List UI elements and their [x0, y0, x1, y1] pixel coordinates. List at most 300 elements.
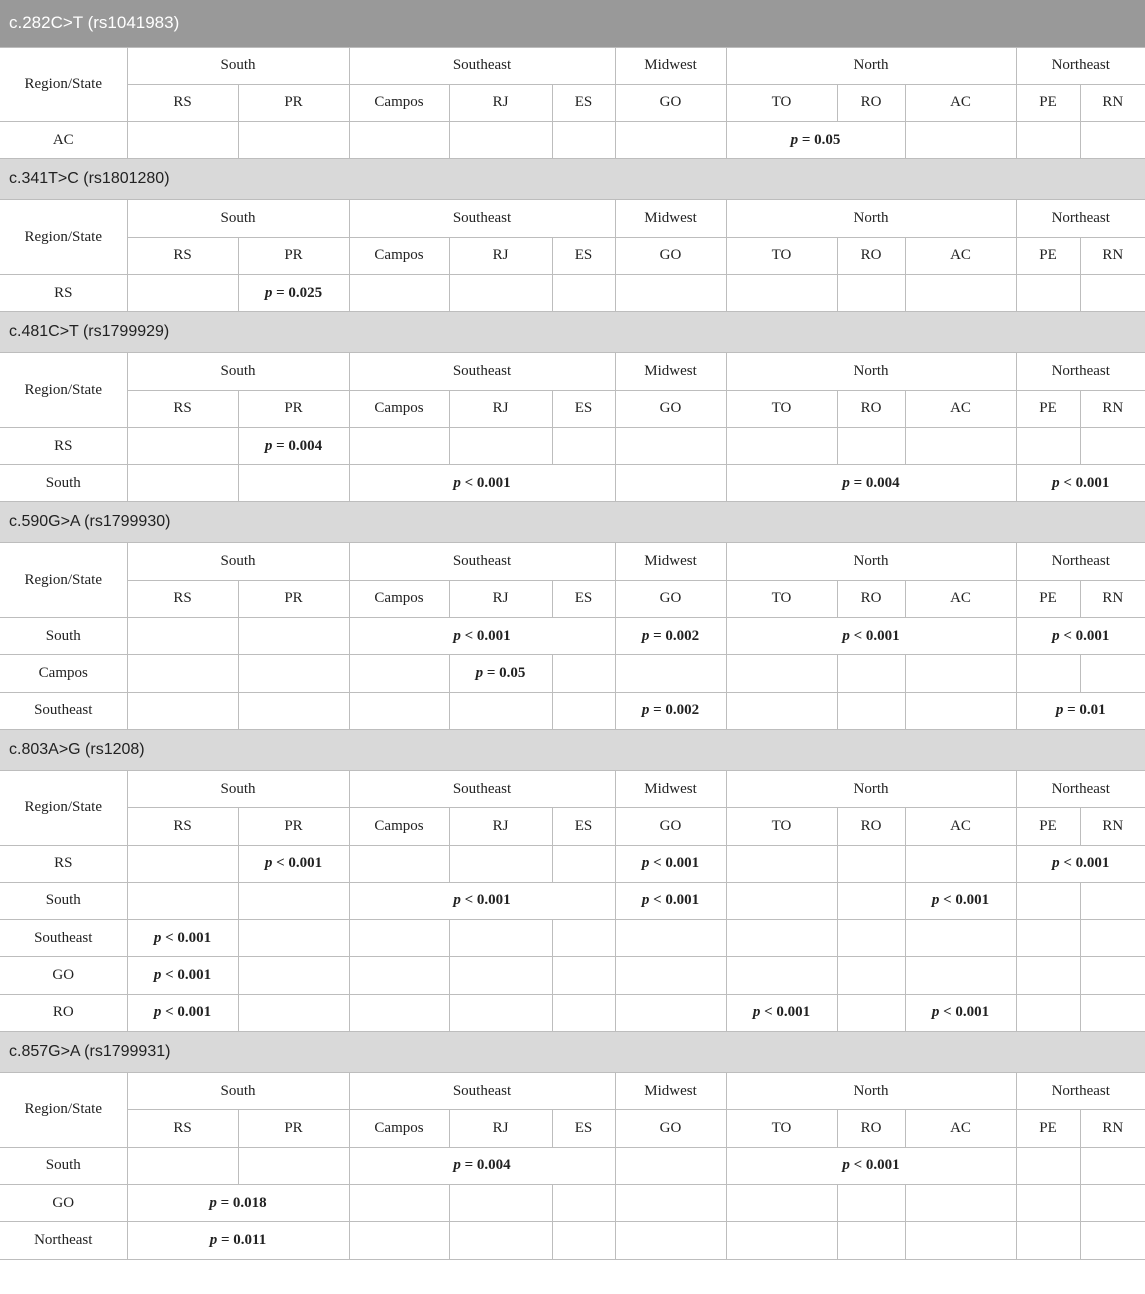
- table-row: [0, 882, 1145, 919]
- empty-cell: [615, 994, 726, 1031]
- region-header: North: [726, 543, 1016, 580]
- empty-cell: [726, 1184, 837, 1221]
- region-header: Southeast: [349, 200, 615, 237]
- state-header: GO: [615, 84, 726, 121]
- state-header: RO: [837, 580, 905, 617]
- table-row: [0, 920, 1145, 957]
- empty-cell: [837, 882, 905, 919]
- region-header: South: [127, 770, 349, 807]
- empty-cell: [238, 1147, 349, 1184]
- empty-cell: [552, 994, 615, 1031]
- p-symbol: p: [453, 474, 461, 491]
- section-title: c.341T>C (rs1801280): [0, 159, 1145, 200]
- empty-cell: [905, 655, 1016, 692]
- p-value-cell: [1016, 618, 1145, 655]
- p-value: < 0.001: [464, 627, 511, 644]
- table-row: [0, 1184, 1145, 1221]
- p-value: < 0.001: [653, 855, 700, 872]
- region-header: Midwest: [615, 47, 726, 84]
- empty-cell: [1016, 957, 1080, 994]
- state-header: PE: [1016, 580, 1080, 617]
- state-header: RN: [1080, 237, 1145, 274]
- state-header: ES: [552, 808, 615, 845]
- p-value-cell: [726, 618, 1016, 655]
- state-header: TO: [726, 1110, 837, 1147]
- empty-cell: [552, 845, 615, 882]
- state-header-row: [0, 237, 1145, 274]
- state-header: PR: [238, 237, 349, 274]
- p-symbol: p: [752, 1004, 761, 1021]
- empty-cell: [449, 274, 552, 311]
- p-symbol: p: [1052, 855, 1060, 872]
- state-header: Campos: [349, 390, 449, 427]
- p-value: < 0.001: [853, 1157, 900, 1174]
- region-header: South: [127, 200, 349, 237]
- region-header: Midwest: [615, 200, 726, 237]
- p-value: = 0.004: [276, 437, 323, 454]
- p-value-cell: [726, 465, 1016, 502]
- empty-cell: [615, 920, 726, 957]
- empty-cell: [1080, 1184, 1145, 1221]
- empty-cell: [127, 465, 238, 502]
- state-header: RS: [127, 580, 238, 617]
- empty-cell: [552, 1222, 615, 1259]
- empty-cell: [449, 1222, 552, 1259]
- empty-cell: [615, 465, 726, 502]
- state-header: RS: [127, 390, 238, 427]
- region-header: Southeast: [349, 47, 615, 84]
- empty-cell: [905, 920, 1016, 957]
- state-header: RN: [1080, 390, 1145, 427]
- empty-cell: [905, 692, 1016, 729]
- state-header: RJ: [449, 580, 552, 617]
- empty-cell: [726, 274, 837, 311]
- empty-cell: [1080, 427, 1145, 464]
- empty-cell: [837, 427, 905, 464]
- table-row: [0, 274, 1145, 311]
- empty-cell: [905, 1184, 1016, 1221]
- region-header: Southeast: [349, 1073, 615, 1110]
- empty-cell: [837, 274, 905, 311]
- p-value-cell: [238, 427, 349, 464]
- empty-cell: [127, 122, 238, 159]
- empty-cell: [552, 122, 615, 159]
- empty-cell: [837, 957, 905, 994]
- p-value: = 0.01: [1067, 702, 1106, 719]
- row-label: AC: [0, 122, 127, 159]
- p-value-cell: [349, 882, 615, 919]
- p-value: = 0.002: [653, 702, 700, 719]
- state-header: AC: [905, 237, 1016, 274]
- p-value: = 0.004: [464, 1157, 511, 1174]
- empty-cell: [449, 692, 552, 729]
- state-header: ES: [552, 390, 615, 427]
- row-label: GO: [0, 957, 127, 994]
- empty-cell: [238, 957, 349, 994]
- empty-cell: [1016, 427, 1080, 464]
- p-value: < 0.001: [276, 855, 323, 872]
- empty-cell: [1016, 274, 1080, 311]
- p-value-cell: [615, 618, 726, 655]
- empty-cell: [127, 618, 238, 655]
- empty-cell: [837, 845, 905, 882]
- empty-cell: [238, 465, 349, 502]
- state-header: GO: [615, 580, 726, 617]
- region-header: Midwest: [615, 1073, 726, 1110]
- empty-cell: [905, 122, 1016, 159]
- empty-cell: [238, 882, 349, 919]
- state-header: TO: [726, 808, 837, 845]
- region-header: North: [726, 47, 1016, 84]
- state-header: PE: [1016, 84, 1080, 121]
- region-header: Southeast: [349, 353, 615, 390]
- state-header: RS: [127, 84, 238, 121]
- p-value-cell: [905, 994, 1016, 1031]
- empty-cell: [837, 1184, 905, 1221]
- table-row: [0, 692, 1145, 729]
- empty-cell: [349, 957, 449, 994]
- empty-cell: [238, 618, 349, 655]
- p-value: < 0.001: [1063, 474, 1110, 491]
- region-header: Northeast: [1016, 1073, 1145, 1110]
- section-header-row: [0, 312, 1145, 353]
- p-value-cell: [238, 845, 349, 882]
- row-label: South: [0, 465, 127, 502]
- p-symbol: p: [209, 1231, 218, 1248]
- empty-cell: [1080, 1147, 1145, 1184]
- p-symbol: p: [475, 665, 484, 681]
- p-value: < 0.001: [165, 967, 212, 984]
- section-header-row: [0, 0, 1145, 47]
- empty-cell: [615, 122, 726, 159]
- row-label: Northeast: [0, 1222, 127, 1259]
- state-header: RO: [837, 1110, 905, 1147]
- row-label: South: [0, 882, 127, 919]
- empty-cell: [449, 994, 552, 1031]
- state-header: GO: [615, 237, 726, 274]
- p-value: < 0.001: [165, 1004, 212, 1021]
- empty-cell: [449, 920, 552, 957]
- section-title: c.282C>T (rs1041983): [0, 0, 1145, 47]
- state-header: ES: [552, 84, 615, 121]
- region-header: Southeast: [349, 770, 615, 807]
- section-header-row: [0, 159, 1145, 200]
- empty-cell: [615, 274, 726, 311]
- state-header: AC: [905, 808, 1016, 845]
- state-header: RJ: [449, 808, 552, 845]
- empty-cell: [349, 274, 449, 311]
- region-state-label: Region/State: [0, 200, 127, 275]
- p-symbol: p: [264, 437, 273, 454]
- table-row: [0, 845, 1145, 882]
- p-value-cell: [726, 122, 905, 159]
- empty-cell: [1080, 1222, 1145, 1259]
- empty-cell: [349, 994, 449, 1031]
- p-symbol: p: [790, 131, 799, 148]
- section-header-row: [0, 729, 1145, 770]
- p-value: < 0.001: [165, 929, 212, 946]
- region-header-row: [0, 543, 1145, 580]
- p-value: = 0.05: [801, 131, 841, 148]
- p-value-cell: [127, 957, 238, 994]
- p-symbol: p: [264, 284, 273, 301]
- empty-cell: [349, 1184, 449, 1221]
- p-symbol: p: [1052, 474, 1060, 491]
- empty-cell: [238, 994, 349, 1031]
- row-label: South: [0, 618, 127, 655]
- p-value: = 0.018: [220, 1194, 267, 1211]
- state-header: PE: [1016, 390, 1080, 427]
- p-symbol: p: [931, 892, 940, 909]
- table-row: [0, 427, 1145, 464]
- state-header: PE: [1016, 237, 1080, 274]
- p-symbol: p: [842, 1157, 850, 1174]
- region-header: South: [127, 353, 349, 390]
- p-value: < 0.001: [853, 627, 900, 644]
- empty-cell: [1016, 1147, 1080, 1184]
- p-symbol: p: [641, 627, 650, 644]
- empty-cell: [1016, 1184, 1080, 1221]
- p-symbol: p: [209, 1194, 217, 1211]
- p-symbol: p: [153, 967, 162, 984]
- region-header-row: [0, 770, 1145, 807]
- empty-cell: [449, 1184, 552, 1221]
- empty-cell: [726, 882, 837, 919]
- state-header: PR: [238, 580, 349, 617]
- p-value-cell: [127, 1184, 349, 1221]
- region-header: Northeast: [1016, 543, 1145, 580]
- empty-cell: [905, 427, 1016, 464]
- empty-cell: [349, 845, 449, 882]
- p-symbol: p: [453, 627, 461, 644]
- p-value-cell: [349, 465, 615, 502]
- empty-cell: [127, 274, 238, 311]
- p-value: < 0.001: [943, 892, 990, 909]
- state-header: RS: [127, 237, 238, 274]
- state-header: RJ: [449, 1110, 552, 1147]
- state-header: RJ: [449, 237, 552, 274]
- empty-cell: [837, 655, 905, 692]
- state-header: RO: [837, 237, 905, 274]
- state-header: AC: [905, 84, 1016, 121]
- empty-cell: [127, 427, 238, 464]
- empty-cell: [349, 1222, 449, 1259]
- state-header: GO: [615, 390, 726, 427]
- row-label: Southeast: [0, 920, 127, 957]
- p-value-cell: [238, 274, 349, 311]
- empty-cell: [615, 427, 726, 464]
- p-value-cell: [905, 882, 1016, 919]
- empty-cell: [615, 655, 726, 692]
- empty-cell: [349, 427, 449, 464]
- empty-cell: [449, 957, 552, 994]
- table-row: [0, 465, 1145, 502]
- p-symbol: p: [264, 855, 273, 872]
- p-value: < 0.001: [1063, 855, 1110, 872]
- empty-cell: [1016, 920, 1080, 957]
- empty-cell: [1016, 655, 1080, 692]
- region-header: South: [127, 543, 349, 580]
- empty-cell: [726, 655, 837, 692]
- region-header-row: [0, 1073, 1145, 1110]
- p-value-cell: [615, 845, 726, 882]
- empty-cell: [552, 1184, 615, 1221]
- empty-cell: [552, 655, 615, 692]
- state-header-row: [0, 390, 1145, 427]
- empty-cell: [1080, 957, 1145, 994]
- empty-cell: [552, 920, 615, 957]
- p-value-cell: [726, 1147, 1016, 1184]
- state-header: PE: [1016, 808, 1080, 845]
- state-header: RN: [1080, 808, 1145, 845]
- row-label: Southeast: [0, 692, 127, 729]
- state-header: TO: [726, 237, 837, 274]
- empty-cell: [615, 957, 726, 994]
- state-header: PR: [238, 1110, 349, 1147]
- p-value: < 0.001: [464, 474, 511, 491]
- empty-cell: [349, 655, 449, 692]
- region-header: Northeast: [1016, 353, 1145, 390]
- empty-cell: [449, 845, 552, 882]
- state-header: AC: [905, 390, 1016, 427]
- empty-cell: [127, 882, 238, 919]
- state-header-row: [0, 84, 1145, 121]
- region-header: South: [127, 1073, 349, 1110]
- empty-cell: [1016, 994, 1080, 1031]
- row-label: Campos: [0, 655, 127, 692]
- p-value-cell: [615, 882, 726, 919]
- p-value-cell: [726, 994, 837, 1031]
- section-header-row: [0, 502, 1145, 543]
- state-header: RO: [837, 390, 905, 427]
- row-label: RS: [0, 274, 127, 311]
- state-header: RJ: [449, 390, 552, 427]
- p-symbol: p: [931, 1004, 940, 1021]
- region-header: North: [726, 353, 1016, 390]
- p-value-cell: [349, 618, 615, 655]
- state-header: TO: [726, 84, 837, 121]
- empty-cell: [238, 655, 349, 692]
- p-value-cell: [127, 920, 238, 957]
- p-value: = 0.002: [653, 627, 700, 644]
- empty-cell: [837, 1222, 905, 1259]
- table-row: [0, 994, 1145, 1031]
- region-header-row: [0, 47, 1145, 84]
- empty-cell: [726, 1222, 837, 1259]
- p-value-cell: [1016, 465, 1145, 502]
- empty-cell: [837, 920, 905, 957]
- empty-cell: [1080, 274, 1145, 311]
- state-header: TO: [726, 580, 837, 617]
- table-row: [0, 655, 1145, 692]
- state-header: ES: [552, 1110, 615, 1147]
- state-header: Campos: [349, 580, 449, 617]
- empty-cell: [1080, 122, 1145, 159]
- p-value-cell: [127, 1222, 349, 1259]
- empty-cell: [726, 427, 837, 464]
- p-value-cell: [449, 655, 552, 692]
- empty-cell: [1080, 655, 1145, 692]
- state-header: Campos: [349, 84, 449, 121]
- state-header: RN: [1080, 1110, 1145, 1147]
- p-symbol: p: [153, 929, 162, 946]
- empty-cell: [238, 920, 349, 957]
- state-header: RJ: [449, 84, 552, 121]
- region-state-label: Region/State: [0, 353, 127, 428]
- empty-cell: [726, 692, 837, 729]
- region-header: Midwest: [615, 770, 726, 807]
- empty-cell: [238, 692, 349, 729]
- empty-cell: [1016, 882, 1080, 919]
- state-header-row: [0, 580, 1145, 617]
- state-header: RO: [837, 808, 905, 845]
- empty-cell: [127, 655, 238, 692]
- empty-cell: [1016, 122, 1080, 159]
- empty-cell: [349, 122, 449, 159]
- state-header: GO: [615, 1110, 726, 1147]
- state-header: RS: [127, 808, 238, 845]
- state-header: AC: [905, 1110, 1016, 1147]
- table-row: [0, 957, 1145, 994]
- row-label: RO: [0, 994, 127, 1031]
- state-header: AC: [905, 580, 1016, 617]
- p-value: < 0.001: [1063, 627, 1110, 644]
- p-value-cell: [1016, 845, 1145, 882]
- section-title: c.857G>A (rs1799931): [0, 1032, 1145, 1073]
- empty-cell: [905, 845, 1016, 882]
- empty-cell: [238, 122, 349, 159]
- p-symbol: p: [153, 1004, 162, 1021]
- empty-cell: [552, 957, 615, 994]
- region-state-label: Region/State: [0, 543, 127, 618]
- empty-cell: [905, 957, 1016, 994]
- empty-cell: [1080, 994, 1145, 1031]
- region-header: Northeast: [1016, 770, 1145, 807]
- state-header: RN: [1080, 84, 1145, 121]
- region-header: Midwest: [615, 543, 726, 580]
- p-value: < 0.001: [764, 1004, 811, 1021]
- p-symbol: p: [842, 627, 850, 644]
- p-symbol: p: [1055, 702, 1064, 719]
- empty-cell: [726, 957, 837, 994]
- state-header: PR: [238, 808, 349, 845]
- state-header: RS: [127, 1110, 238, 1147]
- region-state-label: Region/State: [0, 770, 127, 845]
- state-header: PR: [238, 84, 349, 121]
- p-symbol: p: [641, 892, 650, 909]
- state-header: RN: [1080, 580, 1145, 617]
- region-header: North: [726, 1073, 1016, 1110]
- p-value: < 0.001: [464, 892, 511, 909]
- region-header: Southeast: [349, 543, 615, 580]
- empty-cell: [349, 920, 449, 957]
- empty-cell: [449, 122, 552, 159]
- section-title: c.803A>G (rs1208): [0, 729, 1145, 770]
- p-value-cell: [1016, 692, 1145, 729]
- empty-cell: [905, 1222, 1016, 1259]
- empty-cell: [837, 994, 905, 1031]
- state-header: ES: [552, 580, 615, 617]
- empty-cell: [1080, 882, 1145, 919]
- section-title: c.481C>T (rs1799929): [0, 312, 1145, 353]
- region-header-row: [0, 353, 1145, 390]
- region-header: Midwest: [615, 353, 726, 390]
- p-value: = 0.025: [276, 284, 323, 301]
- region-header: Northeast: [1016, 47, 1145, 84]
- p-symbol: p: [842, 474, 850, 491]
- state-header: GO: [615, 808, 726, 845]
- p-symbol: p: [641, 702, 650, 719]
